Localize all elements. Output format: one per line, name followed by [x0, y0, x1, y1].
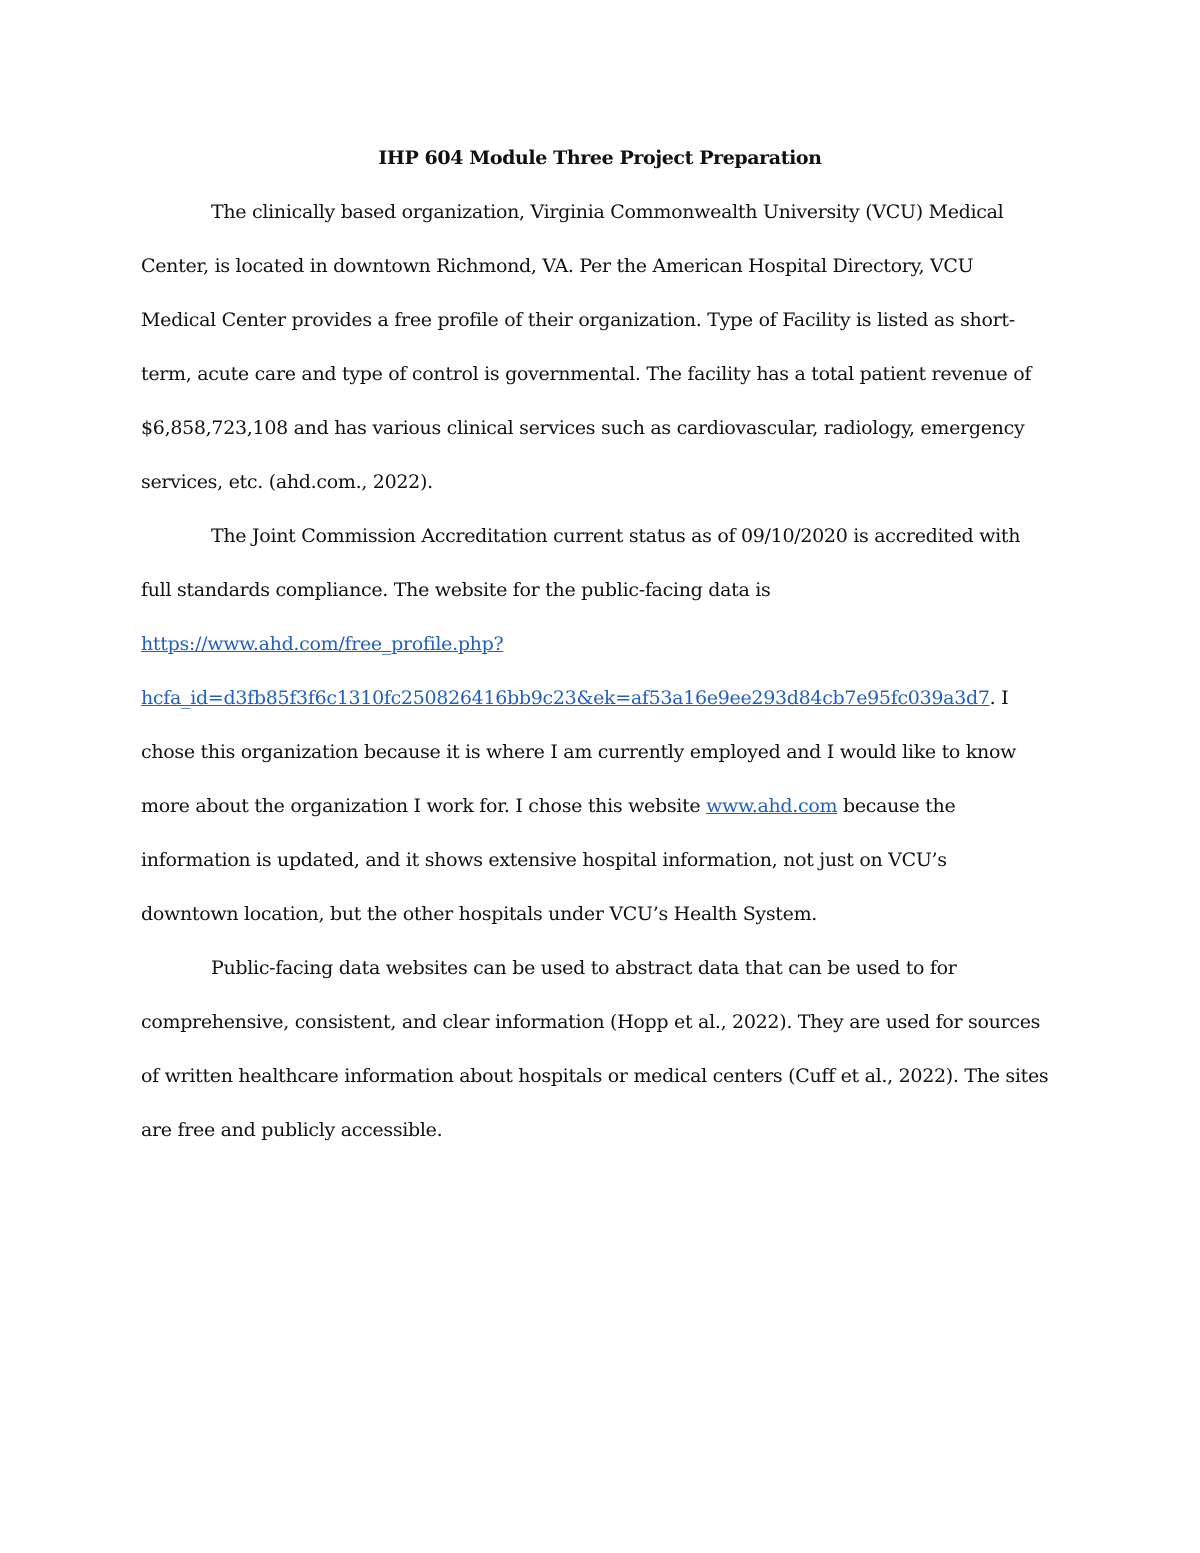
paragraph-2-line [141, 779, 955, 833]
line-text-after-link: because the [837, 795, 956, 817]
url-trailing-text: . I [989, 687, 1009, 709]
paragraph-2-line [141, 671, 1008, 725]
ahd-website-link[interactable]: www.ahd.com [706, 795, 838, 817]
public-data-url-link-part2[interactable]: hcfa_id=d3fb85f3f6c1310fc250826416bb9c23&ek=af53a16e9ee293d84cb7e95fc039a3d7 [141, 687, 990, 709]
paragraph-3-line: Public-facing data websites can be used to abstract data that can be used to for [211, 957, 957, 979]
paragraph-1-line: Medical Center provides a free profile of their organization. Type of Facility is listed as short- [141, 309, 1015, 331]
paragraph-2-line: chose this organization because it is where I am currently employed and I would like to know [141, 741, 1017, 763]
paragraph-3-line: are free and publicly accessible. [141, 1119, 443, 1141]
paragraph-1-line: services, etc. (ahd.com., 2022). [141, 471, 433, 493]
line-text-before-link: more about the organization I work for. I chose this website [141, 795, 707, 817]
public-data-url-link-part1[interactable]: https://www.ahd.com/free_profile.php? [141, 633, 504, 655]
paragraph-1-line: The clinically based organization, Virginia Commonwealth University (VCU) Medical [211, 201, 1004, 223]
paragraph-2-line: information is updated, and it shows extensive hospital information, not just on VCU’s [141, 849, 947, 871]
paragraph-2-line [141, 617, 503, 671]
paragraph-2-line: full standards compliance. The website for the public-facing data is [141, 579, 771, 601]
paragraph-1-line: $6,858,723,108 and has various clinical services such as cardiovascular, radiology, emergency [141, 417, 1025, 439]
paragraph-3-line: of written healthcare information about hospitals or medical centers (Cuff et al., 2022). The sites [141, 1065, 1049, 1087]
paragraph-1-line: term, acute care and type of control is governmental. The facility has a total patient revenue of [141, 363, 1032, 385]
paragraph-1-line: Center, is located in downtown Richmond, VA. Per the American Hospital Directory, VCU [141, 255, 974, 277]
paragraph-2-line: The Joint Commission Accreditation current status as of 09/10/2020 is accredited with [211, 525, 1021, 547]
document-title: IHP 604 Module Three Project Preparation [378, 147, 822, 169]
paragraph-3-line: comprehensive, consistent, and clear information (Hopp et al., 2022). They are used for sources [141, 1011, 1041, 1033]
paragraph-2-line: downtown location, but the other hospitals under VCU’s Health System. [141, 903, 818, 925]
